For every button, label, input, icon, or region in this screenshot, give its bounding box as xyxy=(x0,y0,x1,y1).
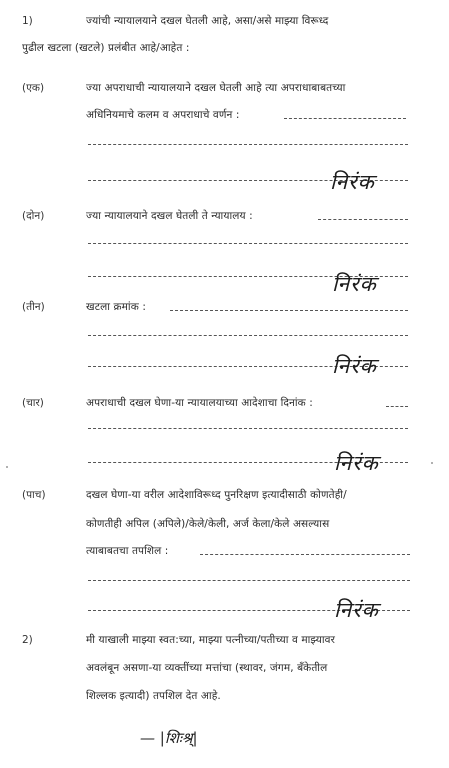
item-2-answer: निरंक xyxy=(332,272,377,296)
item-1-answer: निरंक xyxy=(330,170,375,194)
item-1-dash-1 xyxy=(284,118,406,119)
item-2-line-1: ज्या न्यायालयाने दखल घेतली ते न्यायालय : xyxy=(86,210,253,222)
item-4-line-1: अपराधाची दखल घेणा-या न्यायालयाच्या आदेशाचा दिनांक : xyxy=(86,397,313,409)
item-5-dash-1 xyxy=(200,554,410,555)
item-2-dash-2 xyxy=(88,243,408,244)
item-5-dash-2 xyxy=(88,580,410,581)
item-3-line-1: खटला क्रमांक : xyxy=(86,301,146,313)
item-5-line-1: दखल घेणा-या वरील आदेशाविरूध्द पुनरिक्षण इत्यादीसाठी कोणतेही/ xyxy=(86,489,347,501)
item-5-label: (पाच) xyxy=(22,489,46,501)
scan-speck xyxy=(431,462,433,464)
item-4-label: (चार) xyxy=(22,397,44,409)
section-1-line-1: ज्यांची न्यायालयाने दखल घेतली आहे, असा/असे माझ्या विरूध्द xyxy=(86,15,329,27)
section-2-line-3: शिल्लक इत्यादी) तपशिल देत आहे. xyxy=(86,690,221,702)
item-3-dash-1 xyxy=(170,310,408,311)
section-1-line-2: पुढील खटला (खटले) प्रलंबीत आहे/आहेत : xyxy=(22,42,190,54)
item-4-dash-1 xyxy=(386,406,408,407)
item-4-dash-2 xyxy=(88,428,408,429)
signature: — |शिःश्र्| xyxy=(140,729,198,747)
scan-speck xyxy=(6,466,8,468)
item-2-dash-1 xyxy=(318,219,408,220)
item-3-label: (तीन) xyxy=(22,301,45,313)
item-1-dash-2 xyxy=(88,144,408,145)
section-2-number: 2) xyxy=(22,634,33,646)
section-2-line-2: अवलंबून असणा-या व्यक्तींच्या मत्तांचा (स्थावर, जंगम, बँकेतील xyxy=(86,662,328,674)
item-5-line-3: त्याबाबतचा तपशिल : xyxy=(86,545,169,557)
item-5-line-2: कोणतीही अपिल (अपिले)/केले/केली, अर्ज केला/केले असल्यास xyxy=(86,518,330,530)
item-3-answer: निरंक xyxy=(332,354,377,378)
item-1-line-2: अधिनियमाचे कलम व अपराधाचे वर्णन : xyxy=(86,109,240,121)
item-1-line-1: ज्या अपराधाची न्यायालयाने दखल घेतली आहे त्या अपराधाबाबतच्या xyxy=(86,82,346,94)
item-3-dash-2 xyxy=(88,335,408,336)
item-5-answer: निरंक xyxy=(334,598,379,622)
item-2-label: (दोन) xyxy=(22,210,45,222)
section-1-number: 1) xyxy=(22,15,33,27)
item-4-answer: निरंक xyxy=(334,451,379,475)
section-2-line-1: मी याखाली माझ्या स्वत:च्या, माझ्या पत्नीच्या/पतीच्या व माझ्यावर xyxy=(86,634,335,646)
item-1-label: (एक) xyxy=(22,82,45,94)
